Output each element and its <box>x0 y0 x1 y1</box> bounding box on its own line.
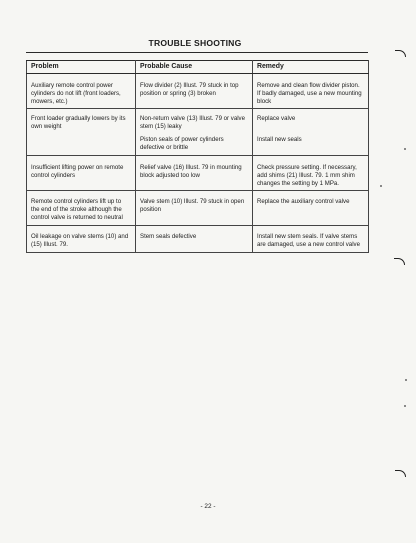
cell-problem: Auxiliary remote control power cylinders do not lift (front loaders, mowers, etc.) <box>27 73 136 108</box>
margin-mark-icon <box>394 258 405 265</box>
cell-problem: Remote control cylinders lift up to the end of the stroke although the control valve is returned to neutral <box>27 190 136 225</box>
margin-mark-icon <box>395 50 406 57</box>
cell-remedy: Remove and clean flow divider piston. If badly damaged, use a new mounting block <box>253 73 369 108</box>
cell-problem: Insufficient lifting power on remote control cylinders <box>27 156 136 191</box>
cell-cause: Piston seals of power cylinders defective or brittle <box>136 134 253 155</box>
page-title: TROUBLE SHOOTING <box>148 38 242 48</box>
table-header-row <box>27 61 369 74</box>
table-row <box>27 225 369 252</box>
page-number: - 22 - <box>200 503 216 510</box>
header-remedy: Remedy <box>253 61 369 74</box>
header-problem: Problem <box>27 61 136 74</box>
table-row <box>27 73 369 108</box>
cell-cause: Relief valve (16) Illust. 79 in mounting block adjusted too low <box>136 156 253 191</box>
cell-remedy: Check pressure setting. If necessary, add shims (21) Illust. 79. 1 mm shim changes the setting by 1 MPa. <box>253 156 369 191</box>
table-row <box>27 134 369 155</box>
cell-problem: Front loader gradually lowers by its own weight <box>27 108 136 134</box>
cell-problem <box>27 134 136 155</box>
speck-icon <box>404 405 406 407</box>
table-row <box>27 156 369 191</box>
header-probable-cause: Probable Cause <box>136 61 253 74</box>
cell-problem: Oil leakage on valve stems (10) and (15) Illust. 79. <box>27 225 136 252</box>
troubleshooting-table <box>26 60 369 253</box>
title-rule <box>26 52 368 53</box>
cell-cause: Valve stem (10) Illust. 79 stuck in open position <box>136 190 253 225</box>
speck-icon <box>405 379 407 381</box>
speck-icon <box>404 148 406 150</box>
cell-cause: Stem seals defective <box>136 225 253 252</box>
table-row <box>27 190 369 225</box>
speck-icon <box>380 185 382 187</box>
cell-remedy: Install new stem seals. If valve stems are damaged, use a new control valve <box>253 225 369 252</box>
cell-cause: Non-return valve (13) Illust. 79 or valve stem (15) leaky <box>136 108 253 134</box>
cell-cause: Flow divider (2) Illust. 79 stuck in top position or spring (3) broken <box>136 73 253 108</box>
margin-mark-icon <box>395 470 406 477</box>
cell-remedy: Replace the auxiliary control valve <box>253 190 369 225</box>
cell-remedy: Install new seals <box>253 134 369 155</box>
cell-remedy: Replace valve <box>253 108 369 134</box>
table-row <box>27 108 369 134</box>
